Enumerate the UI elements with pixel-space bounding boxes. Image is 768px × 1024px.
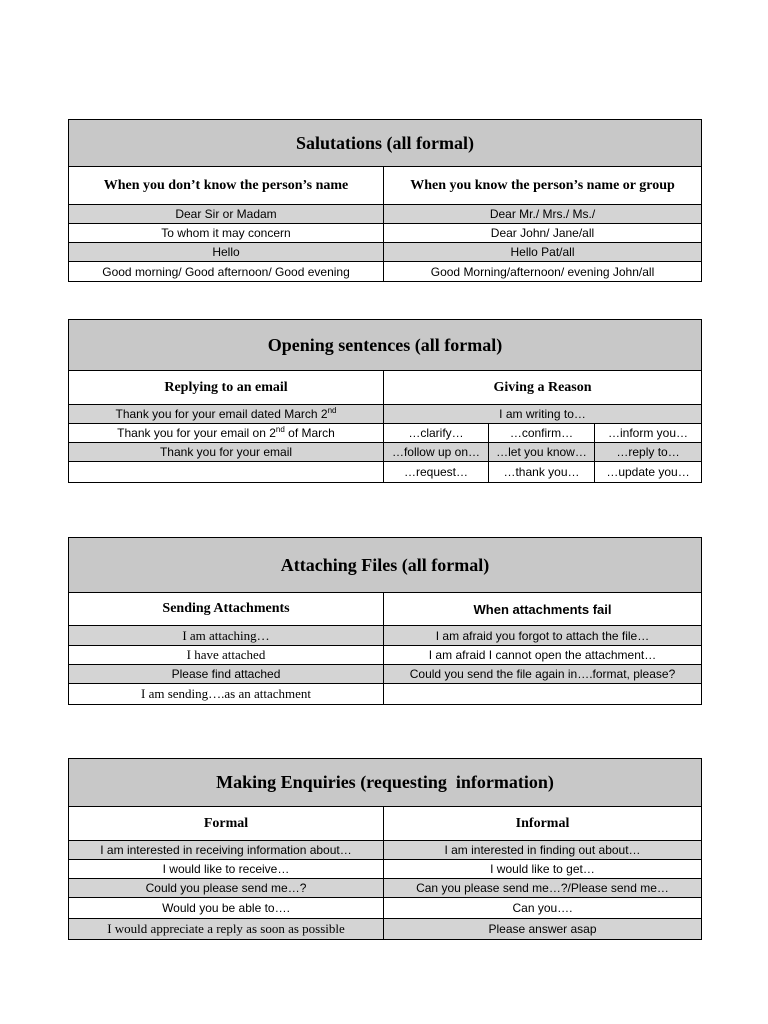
table-row: [69, 443, 702, 462]
salutations-header-unknown: When you don’t know the person’s name: [69, 167, 384, 205]
cell: Could you send the file again in….format, please?: [384, 665, 702, 684]
cell: Please answer asap: [384, 919, 702, 940]
opening-sentences-table: [68, 319, 702, 483]
attaching-title: Attaching Files (all formal): [69, 538, 702, 593]
cell: Could you please send me…?: [69, 879, 384, 898]
cell: …reply to…: [595, 443, 702, 462]
cell: Thank you for your email: [69, 443, 384, 462]
cell: Please find attached: [69, 665, 384, 684]
cell: [384, 684, 702, 705]
attaching-files-table: [68, 537, 702, 705]
cell: Thank you for your email on 2nd of March: [69, 424, 384, 443]
opening-header-reason: Giving a Reason: [384, 371, 702, 405]
cell: To whom it may concern: [69, 224, 384, 243]
cell: …inform you…: [595, 424, 702, 443]
table-row: [69, 424, 702, 443]
attaching-header-sending: Sending Attachments: [69, 593, 384, 626]
cell: …update you…: [595, 462, 702, 483]
table-row: [69, 262, 702, 282]
table-row: [69, 205, 702, 224]
cell: [69, 462, 384, 483]
cell: …request…: [384, 462, 489, 483]
table-row: [69, 841, 702, 860]
cell: I am attaching…: [69, 626, 384, 646]
cell: Hello Pat/all: [384, 243, 702, 262]
cell: Hello: [69, 243, 384, 262]
salutations-table: [68, 119, 702, 282]
table-row: [69, 462, 702, 483]
cell: Would you be able to….: [69, 898, 384, 919]
table-row: [69, 919, 702, 940]
cell: Can you….: [384, 898, 702, 919]
cell: I am sending….as an attachment: [69, 684, 384, 705]
cell: Dear Mr./ Mrs./ Ms./: [384, 205, 702, 224]
cell: Good morning/ Good afternoon/ Good evening: [69, 262, 384, 282]
cell: Can you please send me…?/Please send me…: [384, 879, 702, 898]
cell: …clarify…: [384, 424, 489, 443]
cell: I would appreciate a reply as soon as possible: [69, 919, 384, 940]
opening-header-replying: Replying to an email: [69, 371, 384, 405]
cell: Thank you for your email dated March 2nd: [69, 405, 384, 424]
cell: …thank you…: [489, 462, 595, 483]
cell: …confirm…: [489, 424, 595, 443]
table-row: [69, 879, 702, 898]
enquiries-header-informal: Informal: [384, 807, 702, 841]
table-row: [69, 665, 702, 684]
cell: I am interested in finding out about…: [384, 841, 702, 860]
enquiries-table: [68, 758, 702, 940]
table-row: [69, 626, 702, 646]
table-row: [69, 684, 702, 705]
enquiries-title: Making Enquiries (requesting information): [69, 759, 702, 807]
cell: I have attached: [69, 646, 384, 665]
cell: …let you know…: [489, 443, 595, 462]
table-row: [69, 898, 702, 919]
opening-title: Opening sentences (all formal): [69, 320, 702, 371]
cell: Dear John/ Jane/all: [384, 224, 702, 243]
enquiries-header-formal: Formal: [69, 807, 384, 841]
cell: I am interested in receiving information about…: [69, 841, 384, 860]
table-row: [69, 646, 702, 665]
cell: I am afraid you forgot to attach the file…: [384, 626, 702, 646]
cell: I would like to get…: [384, 860, 702, 879]
cell: I would like to receive…: [69, 860, 384, 879]
cell: Dear Sir or Madam: [69, 205, 384, 224]
table-row: [69, 224, 702, 243]
cell: I am afraid I cannot open the attachment…: [384, 646, 702, 665]
salutations-header-known: When you know the person’s name or group: [384, 167, 702, 205]
table-row: [69, 860, 702, 879]
cell: Good Morning/afternoon/ evening John/all: [384, 262, 702, 282]
cell: …follow up on…: [384, 443, 489, 462]
attaching-header-fail: When attachments fail: [384, 593, 702, 626]
table-row: [69, 405, 702, 424]
salutations-title: Salutations (all formal): [69, 120, 702, 167]
reason-intro: I am writing to…: [384, 405, 702, 424]
table-row: [69, 243, 702, 262]
